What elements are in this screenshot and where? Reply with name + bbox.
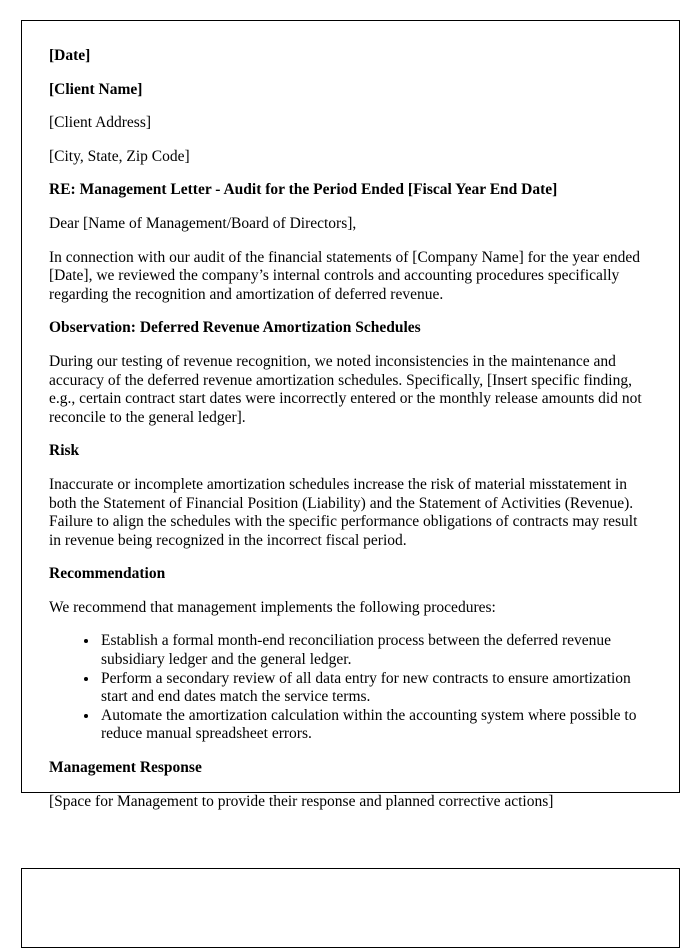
- management-response-heading: Management Response: [49, 759, 202, 777]
- observation-paragraph: During our testing of revenue recognition, we noted inconsistencies in the maintenance and accuracy of the deferred revenue amortization schedules. Specifically, [Insert specific finding, e.g., certain contract start dates were incorrectly entered or the monthly release amounts did not reconcile to the general ledger].: [49, 352, 642, 426]
- management-response-paragraph: [Space for Management to provide their response and planned corrective actions]: [49, 792, 554, 810]
- recommendation-item: • Establish a formal month-end reconciliation process between the deferred revenue subsidiary ledger and the general ledger.: [99, 632, 651, 669]
- letter-body: [49, 47, 651, 811]
- date-line: [Date]: [49, 47, 91, 64]
- subject-line: RE: Management Letter - Audit for the Period Ended [Fiscal Year End Date]: [49, 181, 558, 199]
- recommendation-item: • Automate the amortization calculation within the accounting system where possible to reduce manual spreadsheet errors.: [99, 707, 651, 744]
- recommendation-item: • Perform a secondary review of all data entry for new contracts to ensure amortization start and end dates match the service terms.: [99, 670, 651, 707]
- client-address: [Client Address]: [49, 114, 152, 132]
- risk-paragraph: Inaccurate or incomplete amortization schedules increase the risk of material misstatement in both the Statement of Financial Position (Liability) and the Statement of Activities (Revenue). Failure to align the schedules with the specific performance obligations of contracts may result in revenue being recognized in the incorrect fiscal period.: [49, 475, 638, 549]
- intro-paragraph: In connection with our audit of the financial statements of [Company Name] for the year ended [Date], we reviewed the company’s internal controls and accounting procedures specifically regarding the recognition and amortization of deferred revenue.: [49, 248, 640, 303]
- observation-heading: Observation: Deferred Revenue Amortization Schedules: [49, 319, 421, 337]
- recommendation-heading: Recommendation: [49, 565, 166, 583]
- salutation: Dear [Name of Management/Board of Directors],: [49, 214, 357, 232]
- client-city-state-zip: [City, State, Zip Code]: [49, 147, 190, 165]
- client-name: [Client Name]: [49, 80, 143, 98]
- next-page-top: [21, 868, 680, 948]
- letter-page: [21, 20, 680, 810]
- risk-heading: Risk: [49, 442, 80, 460]
- recommendation-list: [49, 632, 651, 744]
- client-address-block: [49, 81, 651, 167]
- recommendation-intro: We recommend that management implements the following procedures:: [49, 598, 496, 616]
